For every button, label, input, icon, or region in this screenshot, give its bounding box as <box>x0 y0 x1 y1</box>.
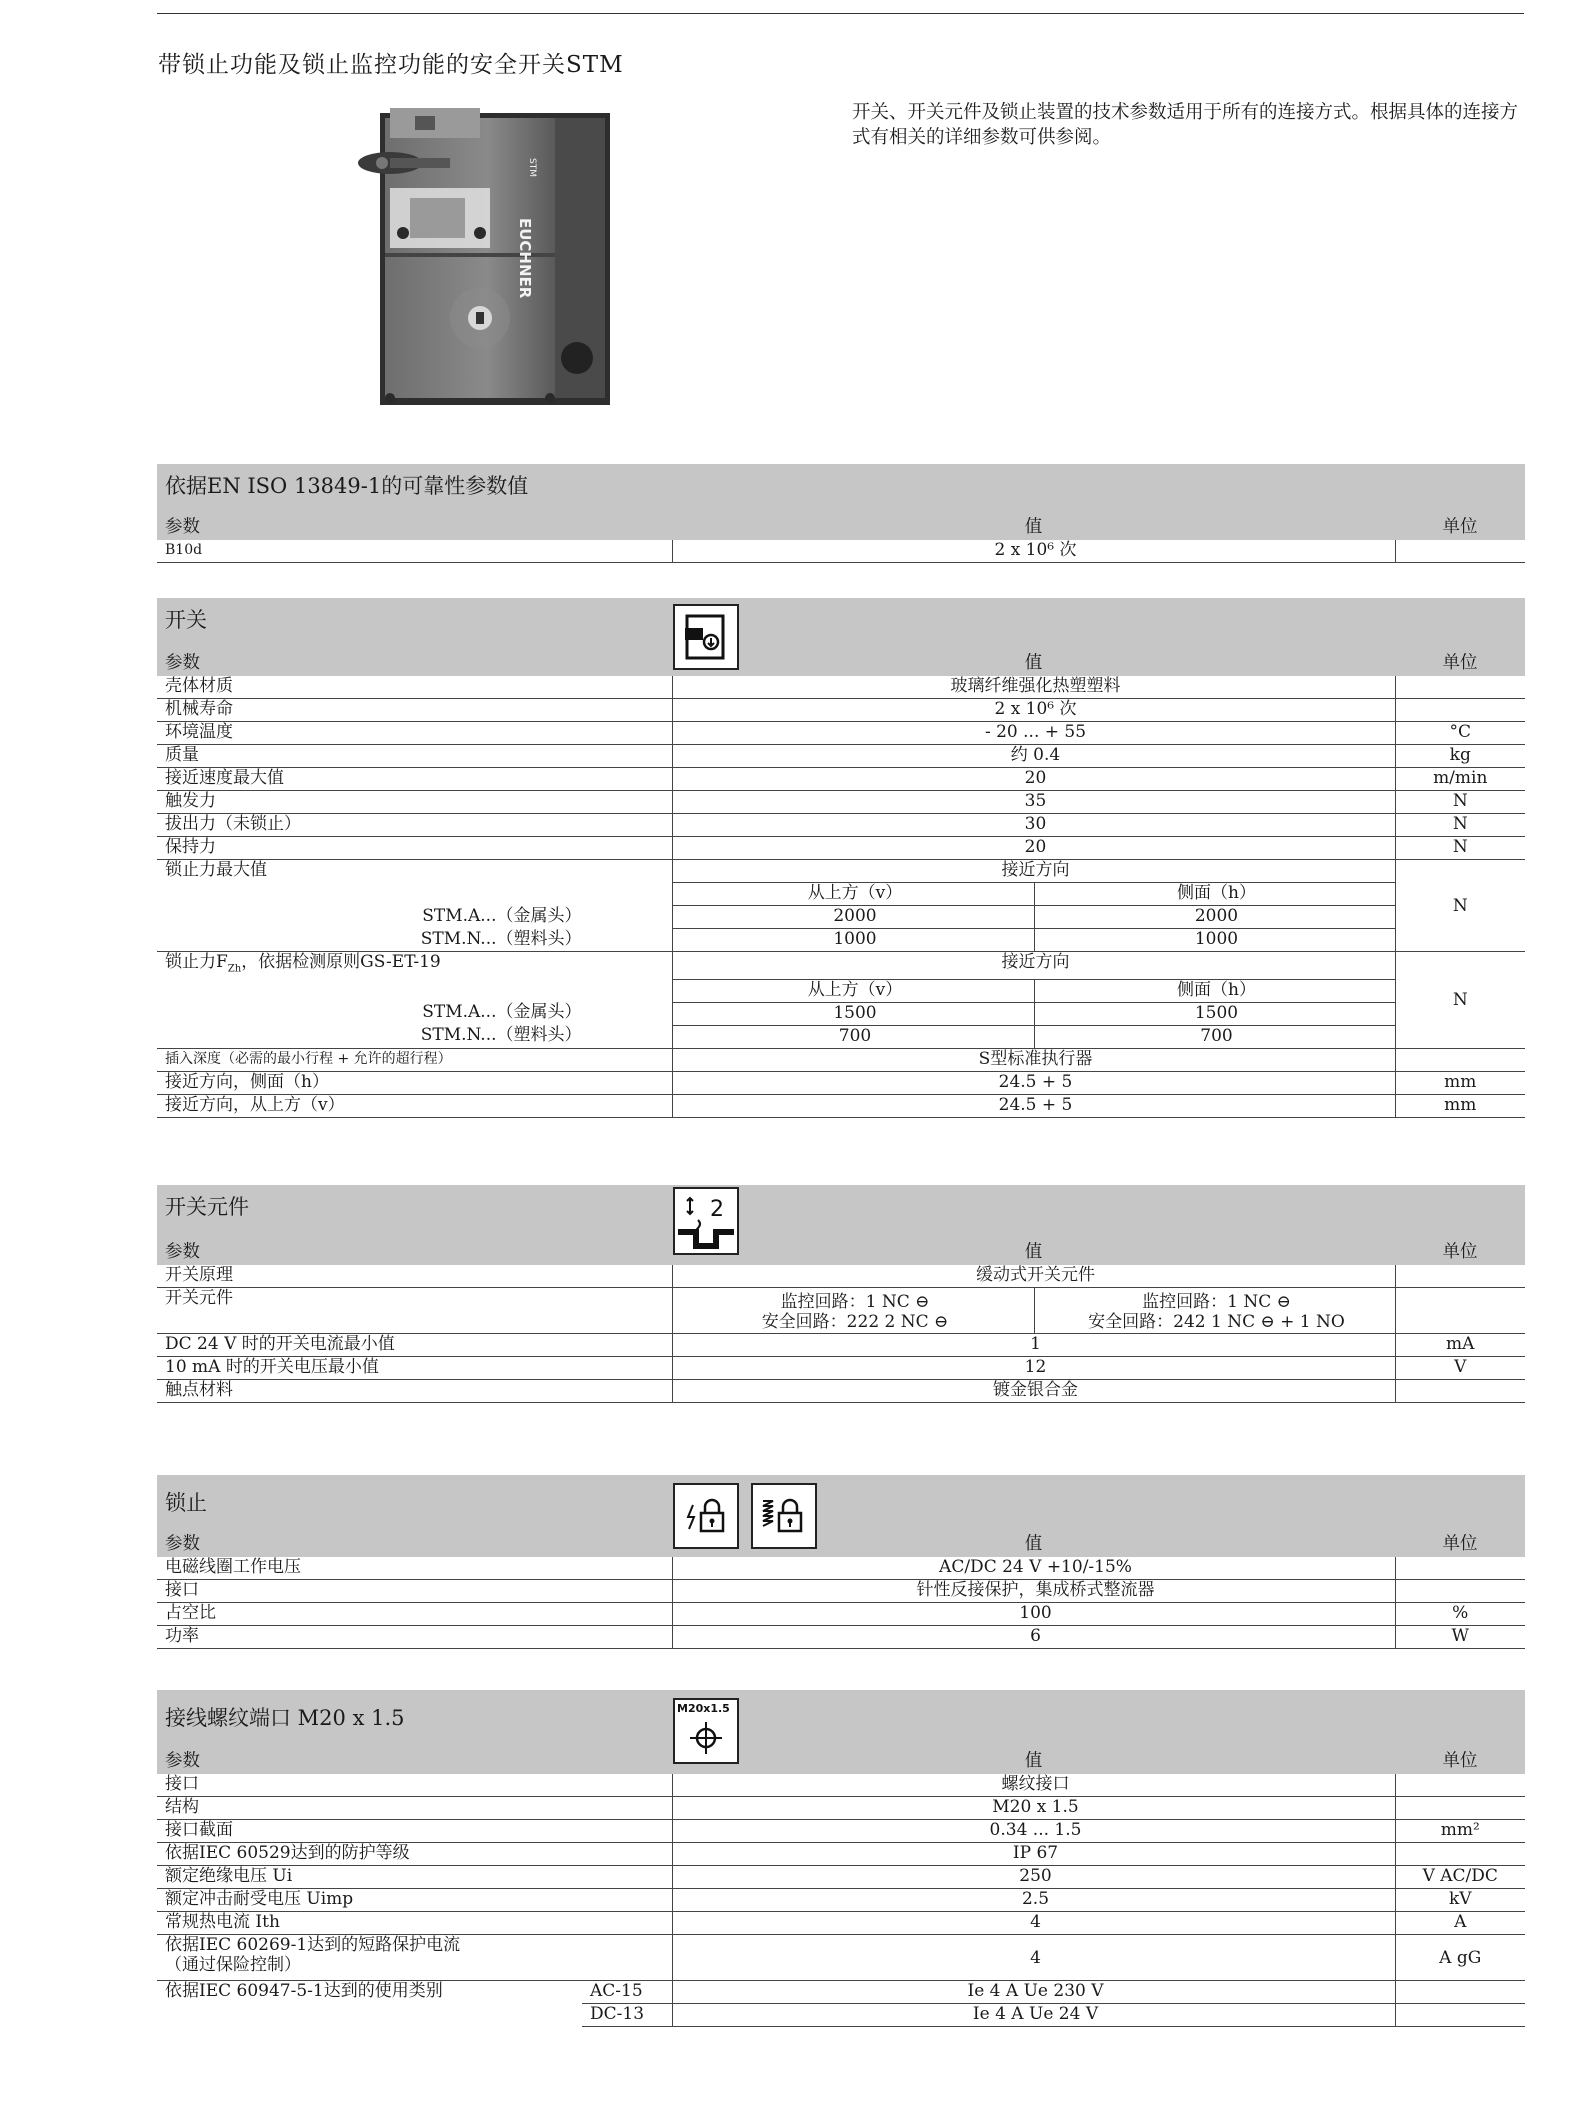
table-row <box>157 837 1525 860</box>
table-cell: 螺纹接口 <box>672 1774 1395 1797</box>
column-header-unit: 单位 <box>1442 517 1478 537</box>
table-cell: W <box>1395 1626 1525 1649</box>
column-header-param: 参数 <box>165 653 200 673</box>
table-cell: 保持力 <box>157 837 672 860</box>
table-cell: M20 x 1.5 <box>672 1797 1395 1820</box>
table-cell <box>1395 1981 1525 2004</box>
table-cell: AC-15 <box>582 1981 672 2004</box>
table-cell: 缓动式开关元件 <box>672 1265 1395 1288</box>
table-cell: 从上方（v） <box>672 979 1034 1002</box>
table-row <box>157 1797 1525 1820</box>
table-row <box>157 1935 1525 1981</box>
table-cell: 1500 <box>672 1002 1034 1025</box>
table-cell: 35 <box>672 791 1395 814</box>
table-cell: 接近方向 <box>672 860 1395 883</box>
table-cell: 玻璃纤维强化热塑塑料 <box>672 676 1395 699</box>
column-header-unit: 单位 <box>1442 1534 1478 1554</box>
table-cell: 功率 <box>157 1626 672 1649</box>
table-row <box>157 1094 1525 1117</box>
table-row <box>157 906 1525 929</box>
table-cell: 额定绝缘电压 Ui <box>157 1866 672 1889</box>
table-row <box>157 1603 1525 1626</box>
thread-port-table <box>157 1774 1525 2027</box>
table-cell: STM.A...（金属头） <box>422 1002 582 1023</box>
table-cell: Ie 4 A Ue 24 V <box>672 2004 1395 2027</box>
table-cell: 侧面（h） <box>1034 979 1395 1002</box>
table-cell: m/min <box>1395 768 1525 791</box>
table-cell <box>157 979 672 1002</box>
switching-elements-table <box>157 1265 1525 1403</box>
table-cell <box>157 883 672 906</box>
table-cell: 4 <box>672 1912 1395 1935</box>
value-cell: 2 x 10⁶ 次 <box>672 540 1395 563</box>
table-row <box>157 1843 1525 1866</box>
table-cell: IP 67 <box>672 1843 1395 1866</box>
table-cell: 700 <box>672 1025 1034 1048</box>
column-header-param: 参数 <box>165 517 200 537</box>
table-cell: Ie 4 A Ue 230 V <box>672 1981 1395 2004</box>
locking-section <box>157 1475 1525 1649</box>
table-row <box>157 883 1525 906</box>
table-cell: °C <box>1395 722 1525 745</box>
section-header <box>157 464 1525 540</box>
table-cell <box>1395 1048 1525 1071</box>
table-cell: 镀金银合金 <box>672 1380 1395 1403</box>
table-cell: 约 0.4 <box>672 745 1395 768</box>
unit-cell <box>1395 540 1525 563</box>
column-header-value: 值 <box>1024 653 1043 673</box>
table-cell: 侧面（h） <box>1034 883 1395 906</box>
table-row <box>157 1334 1525 1357</box>
section-title: 接线螺纹端口 M20 x 1.5 <box>165 1706 405 1730</box>
table-cell: N <box>1395 860 1525 952</box>
column-header-unit: 单位 <box>1442 1751 1478 1771</box>
table-cell: 拔出力（未锁止） <box>157 814 672 837</box>
table-cell: 依据IEC 60269-1达到的短路保护电流 （通过保险控制） <box>157 1935 672 1981</box>
column-header-param: 参数 <box>165 1242 200 1262</box>
table-cell: 100 <box>672 1603 1395 1626</box>
switch-section <box>157 598 1525 1118</box>
table-cell: 监控回路：1 NC ⊖ 安全回路：222 2 NC ⊖ <box>672 1288 1034 1334</box>
top-rule <box>157 13 1524 14</box>
table-row <box>157 1025 1525 1048</box>
table-cell: 24.5 + 5 <box>672 1071 1395 1094</box>
param-cell: B10d <box>157 540 672 563</box>
table-cell: 2000 <box>1034 906 1395 929</box>
table-cell: N <box>1395 837 1525 860</box>
table-cell: 0.34 ... 1.5 <box>672 1820 1395 1843</box>
column-header-value: 值 <box>1024 1242 1043 1262</box>
section-header <box>157 1690 1525 1774</box>
table-cell <box>1395 1557 1525 1580</box>
product-photo <box>330 108 630 408</box>
table-cell: 接口截面 <box>157 1820 672 1843</box>
table-cell <box>1395 699 1525 722</box>
table-cell: 1 <box>672 1334 1395 1357</box>
table-cell: A <box>1395 1912 1525 1935</box>
table-row <box>157 814 1525 837</box>
table-row <box>157 1265 1525 1288</box>
table-cell: 占空比 <box>157 1603 672 1626</box>
table-cell: 12 <box>672 1357 1395 1380</box>
table-cell: kV <box>1395 1889 1525 1912</box>
switch-table <box>157 676 1525 1118</box>
table-cell <box>1395 1380 1525 1403</box>
table-cell: 开关原理 <box>157 1265 672 1288</box>
table-cell: 开关元件 <box>157 1288 672 1334</box>
table-cell: 质量 <box>157 745 672 768</box>
table-cell: 20 <box>672 768 1395 791</box>
table-row <box>157 699 1525 722</box>
table-row <box>157 1912 1525 1935</box>
table-row <box>157 929 1525 952</box>
table-cell: 10 mA 时的开关电压最小值 <box>157 1357 672 1380</box>
table-row <box>157 860 1525 883</box>
column-header-param: 参数 <box>165 1534 200 1554</box>
column-header-value: 值 <box>1024 517 1043 537</box>
table-cell <box>1395 676 1525 699</box>
section-title: 锁止 <box>165 1491 207 1515</box>
table-cell: 锁止力最大值 <box>165 860 267 880</box>
table-cell: mA <box>1395 1334 1525 1357</box>
table-cell: 2000 <box>672 906 1034 929</box>
column-header-unit: 单位 <box>1442 1242 1478 1262</box>
table-cell <box>1395 1580 1525 1603</box>
table-cell <box>1395 1265 1525 1288</box>
table-cell: mm <box>1395 1071 1525 1094</box>
table-cell: 4 <box>672 1935 1395 1981</box>
table-cell: AC/DC 24 V +10/-15% <box>672 1557 1395 1580</box>
table-cell: S型标准执行器 <box>672 1048 1395 1071</box>
table-cell: 700 <box>1034 1025 1395 1048</box>
table-cell: kg <box>1395 745 1525 768</box>
table-row <box>157 791 1525 814</box>
table-cell: V AC/DC <box>1395 1866 1525 1889</box>
table-cell: N <box>1395 814 1525 837</box>
table-cell: 2.5 <box>672 1889 1395 1912</box>
table-row <box>157 1380 1525 1403</box>
table-cell: 常规热电流 Ith <box>157 1912 672 1935</box>
table-cell: % <box>1395 1603 1525 1626</box>
table-cell <box>1395 1774 1525 1797</box>
table-cell: STM.N...（塑料头） <box>157 929 672 952</box>
table-cell: 接口 <box>157 1580 672 1603</box>
column-header-value: 值 <box>1024 1751 1043 1771</box>
table-cell: STM.N...（塑料头） <box>157 1025 672 1048</box>
table-cell <box>1395 1288 1525 1334</box>
table-cell: 24.5 + 5 <box>672 1094 1395 1117</box>
table-row <box>157 1889 1525 1912</box>
table-cell: N <box>1395 791 1525 814</box>
table-cell: 1000 <box>672 929 1034 952</box>
table-cell: DC 24 V 时的开关电流最小值 <box>157 1334 672 1357</box>
photo-brand-label: EUCHNER <box>516 218 534 299</box>
table-cell: 250 <box>672 1866 1395 1889</box>
table-cell: 监控回路：1 NC ⊖ 安全回路：242 1 NC ⊖ + 1 NO <box>1034 1288 1395 1334</box>
table-row <box>157 1820 1525 1843</box>
page-title: 带锁止功能及锁止监控功能的安全开关STM <box>158 52 624 78</box>
section-header <box>157 1475 1525 1557</box>
column-header-value: 值 <box>1024 1534 1043 1554</box>
table-cell: 接近速度最大值 <box>157 768 672 791</box>
table-row <box>157 1557 1525 1580</box>
section-title: 开关 <box>165 608 207 632</box>
table-row <box>157 1002 1525 1025</box>
table-row <box>157 768 1525 791</box>
table-cell: 1500 <box>1034 1002 1395 1025</box>
table-cell: A gG <box>1395 1935 1525 1981</box>
table-row <box>157 1580 1525 1603</box>
table-cell <box>1395 1843 1525 1866</box>
table-cell: 1000 <box>1034 929 1395 952</box>
table-row <box>157 745 1525 768</box>
locking-table <box>157 1557 1525 1649</box>
table-cell: 依据IEC 60947-5-1达到的使用类别 <box>165 1981 443 2001</box>
table-row <box>157 1048 1525 1071</box>
table-cell: 额定冲击耐受电压 Uimp <box>157 1889 672 1912</box>
table-cell: 接近方向，从上方（v） <box>157 1094 672 1117</box>
section-title: 依据EN ISO 13849-1的可靠性参数值 <box>165 474 529 498</box>
table-cell: 触发力 <box>157 791 672 814</box>
table-cell: 针性反接保护，集成桥式整流器 <box>672 1580 1395 1603</box>
table-row <box>157 1774 1525 1797</box>
table-cell: N <box>1395 952 1525 1049</box>
table-row <box>157 1071 1525 1094</box>
table-cell: 触点材料 <box>157 1380 672 1403</box>
reliability-table <box>157 540 1525 563</box>
table-row <box>157 1981 1525 2004</box>
intro-text: 开关、开关元件及锁止装置的技术参数适用于所有的连接方式。根据具体的连接方式有相关的详细参数可供参阅。 <box>852 102 1519 148</box>
section-header <box>157 598 1525 676</box>
table-cell: 2 x 10⁶ 次 <box>672 699 1395 722</box>
table-row <box>157 952 1525 980</box>
table-cell: 结构 <box>157 1797 672 1820</box>
table-cell: 锁止力$F_{Zh}$，依据检测原则GS-ET-19 <box>165 952 441 975</box>
reliability-section <box>157 464 1525 563</box>
table-cell: 电磁线圈工作电压 <box>157 1557 672 1580</box>
table-cell: 依据IEC 60529达到的防护等级 <box>157 1843 672 1866</box>
table-cell <box>1395 2004 1525 2027</box>
table-cell: 壳体材质 <box>157 676 672 699</box>
table-row <box>157 540 1525 563</box>
table-cell <box>1395 1797 1525 1820</box>
table-cell: mm² <box>1395 1820 1525 1843</box>
section-title: 开关元件 <box>165 1195 249 1219</box>
column-header-param: 参数 <box>165 1751 200 1771</box>
table-row <box>157 722 1525 745</box>
table-cell: mm <box>1395 1094 1525 1117</box>
column-header-unit: 单位 <box>1442 653 1478 673</box>
table-cell: 接近方向 <box>672 952 1395 980</box>
table-cell: 30 <box>672 814 1395 837</box>
table-cell: 接口 <box>157 1774 672 1797</box>
table-cell: 插入深度（必需的最小行程 + 允许的超行程） <box>157 1048 672 1071</box>
table-cell: 20 <box>672 837 1395 860</box>
table-cell: 6 <box>672 1626 1395 1649</box>
table-row <box>157 1626 1525 1649</box>
table-row <box>157 1357 1525 1380</box>
table-row <box>157 1866 1525 1889</box>
icon-label: 2 <box>710 1197 724 1222</box>
photo-model-label: STM <box>527 158 537 177</box>
table-row <box>157 676 1525 699</box>
table-cell: 机械寿命 <box>157 699 672 722</box>
table-cell: 从上方（v） <box>672 883 1034 906</box>
section-header <box>157 1185 1525 1265</box>
icon-label: M20x1.5 <box>677 1702 730 1715</box>
table-row <box>157 979 1525 1002</box>
table-row <box>157 1288 1525 1334</box>
table-cell: DC-13 <box>582 2004 672 2027</box>
switching-elements-section <box>157 1185 1525 1403</box>
table-cell: STM.A...（金属头） <box>422 905 582 926</box>
table-cell: - 20 ... + 55 <box>672 722 1395 745</box>
table-cell: V <box>1395 1357 1525 1380</box>
thread-port-section <box>157 1690 1525 2027</box>
table-cell: 接近方向，侧面（h） <box>157 1071 672 1094</box>
table-cell: 环境温度 <box>157 722 672 745</box>
